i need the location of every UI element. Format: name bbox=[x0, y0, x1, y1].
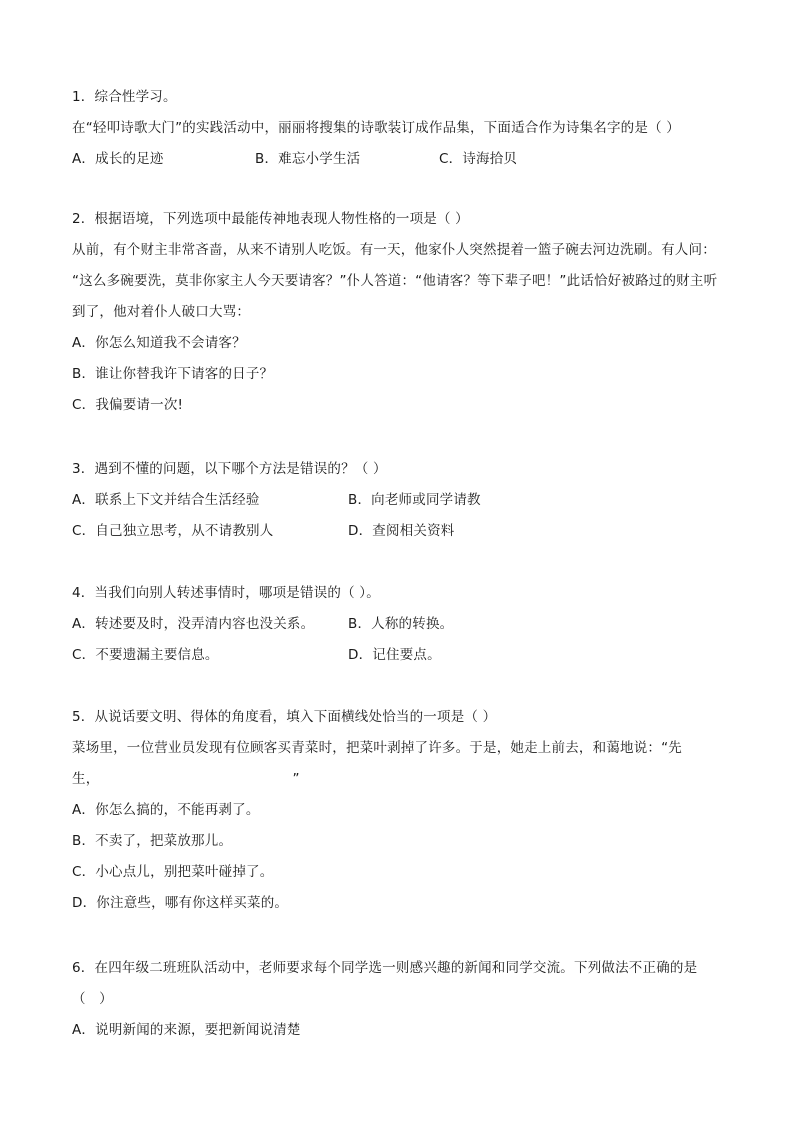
question-5-passage-line: 菜场里，一位营业员发现有位顾客买青菜时，把菜叶剥掉了许多。于是，她走上前去，和蔼地说：“先 bbox=[72, 740, 682, 756]
option-c[interactable]: C．不要遗漏主要信息。 bbox=[72, 647, 219, 663]
question-1 bbox=[72, 82, 732, 175]
question-4-options-row bbox=[72, 609, 732, 640]
option-a[interactable]: A．你怎么搞的，不能再剥了。 bbox=[72, 802, 260, 818]
option-b[interactable]: B．谁让你替我许下请客的日子？ bbox=[72, 366, 274, 382]
option-a[interactable]: A．你怎么知道我不会请客？ bbox=[72, 335, 246, 351]
question-4-options-row bbox=[72, 640, 732, 671]
option-c[interactable]: C．诗海拾贝 bbox=[439, 151, 518, 167]
option-b[interactable]: B．难忘小学生活 bbox=[255, 151, 361, 167]
question-6 bbox=[72, 953, 732, 1046]
question-6-answer-paren: （ ） bbox=[72, 991, 113, 1007]
question-1-stem: 在“轻叩诗歌大门”的实践活动中，丽丽将搜集的诗歌装订成作品集，下面适合作为诗集名字的是（ ） bbox=[72, 120, 680, 136]
option-a[interactable]: A．联系上下文并结合生活经验 bbox=[72, 492, 260, 508]
option-b[interactable]: B．向老师或同学请教 bbox=[348, 492, 481, 508]
question-3-options-row bbox=[72, 516, 732, 547]
question-5 bbox=[72, 702, 732, 919]
question-4 bbox=[72, 578, 732, 671]
question-1-title: 1．综合性学习。 bbox=[72, 89, 177, 105]
option-b[interactable]: B．不卖了，把菜放那儿。 bbox=[72, 833, 233, 849]
option-c[interactable]: C．小心点儿，别把菜叶碰掉了。 bbox=[72, 864, 274, 880]
question-1-options bbox=[72, 144, 732, 175]
question-3 bbox=[72, 454, 732, 547]
option-c[interactable]: C．自己独立思考，从不请教别人 bbox=[72, 523, 274, 539]
option-d[interactable]: D．查阅相关资料 bbox=[348, 523, 455, 539]
question-2-title: 2．根据语境，下列选项中最能传神地表现人物性格的一项是（ ） bbox=[72, 211, 469, 227]
question-5-title: 5．从说话要文明、得体的角度看，填入下面横线处恰当的一项是（ ） bbox=[72, 709, 497, 725]
option-c[interactable]: C．我偏要请一次! bbox=[72, 397, 184, 413]
question-2-passage-line: 到了，他对着仆人破口大骂： bbox=[72, 304, 251, 320]
question-4-title: 4．当我们向别人转述事情时，哪项是错误的（ ）。 bbox=[72, 585, 380, 601]
option-a[interactable]: A．转述要及时，没弄清内容也没关系。 bbox=[72, 616, 315, 632]
option-a[interactable]: A．说明新闻的来源，要把新闻说清楚 bbox=[72, 1022, 301, 1038]
question-3-options-row bbox=[72, 485, 732, 516]
option-a[interactable]: A．成长的足迹 bbox=[72, 151, 164, 167]
question-2-passage-line: “这么多碗要洗，莫非你家主人今天要请客？”仆人答道：“他请客？等下辈子吧！”此话恰好被路过的财主听 bbox=[72, 273, 718, 289]
question-2-passage-line: 从前，有个财主非常吝啬，从来不请别人吃饭。有一天，他家仆人突然提着一篮子碗去河边洗刷。有人问： bbox=[72, 242, 716, 258]
question-6-title: 6．在四年级二班班队活动中，老师要求每个同学选一则感兴趣的新闻和同学交流。下列做法不正确的是 bbox=[72, 960, 698, 976]
option-b[interactable]: B．人称的转换。 bbox=[348, 616, 454, 632]
option-d[interactable]: D．记住要点。 bbox=[348, 647, 441, 663]
option-d[interactable]: D．你注意些，哪有你这样买菜的。 bbox=[72, 895, 289, 911]
question-5-passage-line: 生， ” bbox=[72, 771, 300, 787]
question-2 bbox=[72, 204, 732, 421]
question-3-title: 3．遇到不懂的问题，以下哪个方法是错误的？（ ） bbox=[72, 461, 387, 477]
